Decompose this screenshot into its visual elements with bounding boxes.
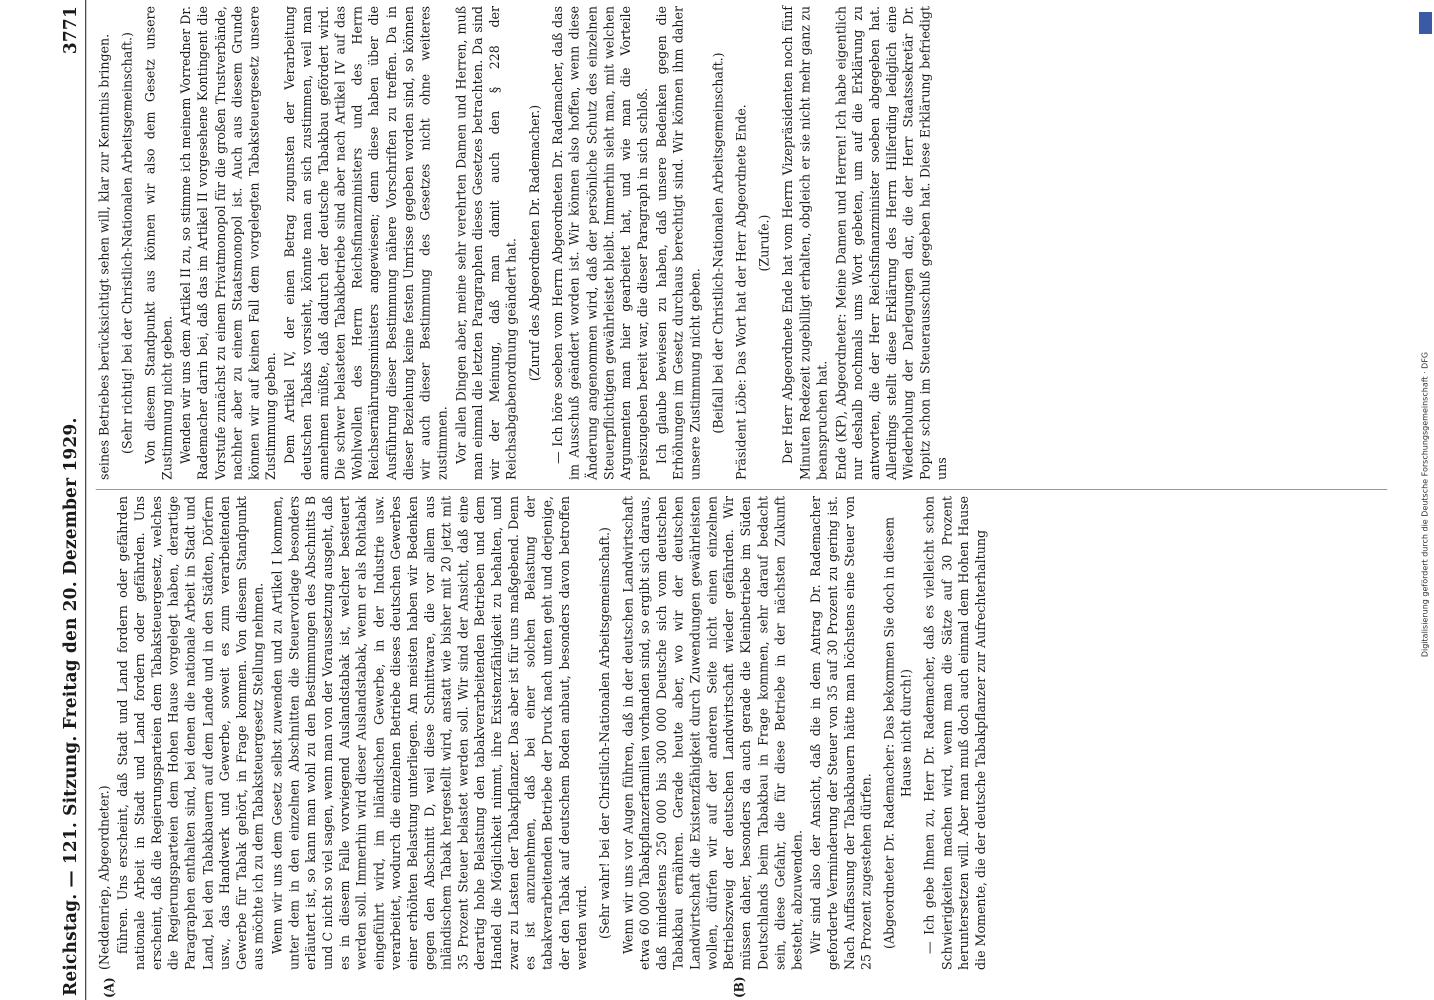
interjection: (Zurufe.) bbox=[756, 214, 773, 272]
speaker-paragraph: (Neddenriep, Abgeordneter.) bbox=[95, 785, 112, 970]
margin-marker-a: (A) bbox=[102, 977, 117, 998]
newspaper-page bbox=[60, 0, 1394, 1000]
text-paragraph: Wenn wir uns dem Gesetz selbst zuwenden und zu Artikel I kommen, unter dem in den einzelnen Abschnitten die Steuervorlage besonders erläutert ist, so kann man wohl zu den Bestimmungen des Abschnitts B und C nicht so viel sagen, wenn man von der Voraussetzung ausgeht, daß es in diesem Falle vorwiegend Auslandstabak ist, welcher besteuert werden soll. Immerhin wird dieser Auslandstabak, wenn er als Rohtabak eingeführt wird, im inländischen Gewerbe, in der Industrie usw. verarbeitet, wodurch die einzelnen Betriebe dieses deutschen Gewerbes einer erhöhten Belastung unterliegen. Am meisten haben wir Bedenken gegen den Abschnitt D, weil diese Schnittware, die vor allem aus inländischem Tabak hergestellt wird, anstatt wie bisher mit 20 jetzt mit 35 Prozent Steuer belastet werden soll. Wir sind der Ansicht, daß eine derartig hohe Belastung den tabakverarbeitenden Betrieben und dem Handel die Möglichkeit nimmt, ihre Existenzfähigkeit zu behalten, und zwar zu Lasten der Tabakpflanzer. Das aber ist für uns maßgebend. Denn es ist anzunehmen, daß bei einer solchen Belastung der tabakverarbeitenden Betriebe der Druck nach unten geht und derjenige, der den Tabak auf deutschem Boden anbaut, besonders davon betroffen werden wird. bbox=[268, 496, 589, 970]
interjection: (Sehr wahr! bei der Christlich-Nationalen Arbeitsgemeinschaft.) bbox=[596, 527, 613, 939]
text-paragraph: führen. Uns erscheint, daß Stadt und Land fordern oder gefährden nationale Arbeit in Stadt und Land fordern oder gefährden. Uns erscheint, daß die Regierungsparteien dem Tabaksteuergesetz, welches die Regierungsparteien dem Hohen Hause vorgelegt haben, derartige Paragraphen enthalten sind, bei denen die nationale Arbeit in Stadt und Land, bei den Tabakbauern auf dem Lande und in den Städten, Dörfern usw., das Handwerk und Gewerbe, soweit es zum verarbeitenden Gewerbe für Tabak gehört, in Frage kommen. Von diesem Standpunkt aus möchte ich zu dem Tabaksteuergesetz Stellung nehmen. bbox=[114, 496, 266, 970]
text-paragraph: Ich glaube bewiesen zu haben, daß unsere Bedenken gegen die Erhöhungen im Gesetz durchaus berechtigt sind. Wir können ihm daher unsere Zustimmung nicht geben. bbox=[653, 6, 703, 480]
margin-marker-b: (B) bbox=[732, 976, 747, 998]
column-divider bbox=[96, 489, 1388, 490]
page-number: 3771 bbox=[60, 6, 81, 55]
text-paragraph: Der Herr Abgeordnete Ende hat vom Herrn Vizepräsidenten noch fünf Minuten Redezeit zugebilligt erhalten, obgleich er sie nicht mehr ganz zu beanspruchen hat. bbox=[779, 6, 830, 480]
text-paragraph: Von diesem Standpunkt aus können wir also dem Gesetz unsere Zustimmung nicht geben. bbox=[142, 6, 175, 480]
interjection: (Abgeordneter Dr. Rademacher: Das bekommen Sie doch in diesem Hause nicht durch!) bbox=[881, 517, 914, 949]
header-title: Reichstag. — 121. Sitzung. Freitag den 20. Dezember 1929. bbox=[60, 417, 81, 996]
digitization-note-text: Digitalisierung gefördert durch die Deutsche Forschungsgemeinschaft · DFG bbox=[1420, 351, 1430, 658]
page-header bbox=[60, 0, 86, 1000]
text-paragraph: Wenn wir uns vor Augen führen, daß in der deutschen Landwirtschaft etwa 60 000 Tabakpflanzerfamilien vorhanden sind, so ergibt sich daraus, daß mindestens 250 000 bis 300 000 Deutsche sich vom deutschen Tabakbau ernähren. Gerade heute aber, wo wir der deutschen Landwirtschaft die Existenzfähigkeit durch Zuwendungen gewährleisten wollen, dürfen wir auf der anderen Seite nicht einen einzelnen Betriebszweig der deutschen Landwirtschaft wieder gefährden. Wir müssen daher, besonders da auch gerade die Kleinbetriebe im Süden Deutschlands beim Tabakbau in Frage kommen, sehr darauf bedacht sein, diese Gefahr, die für diese Betriebe in der nächsten Zukunft besteht, abzuwenden. bbox=[619, 496, 805, 970]
text-paragraph: — Ich höre soeben vom Herrn Abgeordneten Dr. Rademacher, daß das im Ausschuß geändert worden ist. Wir können also hoffen, wenn diese Änderung angenommen wird, daß der persönliche Schutz des einzelnen Steuerpflichtigen gewährleistet bleibt. Immerhin sieht man, mit welchen Argumenten man hier gearbeitet hat, und wie man die Vorteile preiszugeben bereit war, die dieser Paragraph in sich schloß. bbox=[549, 6, 650, 480]
interjection: (Sehr richtig! bei der Christlich-Nationalen Arbeitsgemeinschaft.) bbox=[118, 32, 135, 454]
speaker-paragraph: Präsident Löbe: Das Wort hat der Herr Abgeordnete Ende. bbox=[733, 104, 750, 480]
interjection: (Zuruf des Abgeordneten Dr. Rademacher.) bbox=[526, 104, 543, 382]
right-column bbox=[96, 6, 953, 480]
speaker-paragraph: Ende (KP), Abgeordneter: Meine Damen und Herren! Ich habe eigentlich nur deshalb nochmals ums Wort gebeten, um auf die Erklärung zu antworten, die der Herr Reichsfinanzminister soeben abgegeben hat. Allerdings stellt diese Erklärung des Herrn Hilferding lediglich eine Wiederholung der Darlegungen dar, die der Herr Staatssekretär Dr. Popitz schon im Steuerausschuß gegeben hat. Diese Erklärung befriedigt uns bbox=[832, 6, 950, 480]
digitization-note bbox=[1420, 10, 1432, 990]
text-paragraph: Dem Artikel IV, der einen Betrag zugunsten der Verarbeitung deutschen Tabaks vorsieht, könnte man an sich zustimmen, weil man annehmen müßte, daß dadurch der deutsche Tabakbau gefördert wird. Die schwer belasteten Tabakbetriebe sind aber nach Artikel IV auf das Wohlwollen des Herrn Reichsfinanzministers und des Herrn Reichsernährungsministers angewiesen; denn diese haben über die Ausführung dieser Bestimmung nähere Vorschriften zu treffen. Da in dieser Beziehung keine festen Umrisse gegeben worden sind, so können wir auch dieser Bestimmung des Gesetzes nicht ohne weiteres zustimmen. bbox=[281, 6, 450, 480]
text-paragraph: Wenden wir uns dem Artikel II zu, so stimme ich meinem Vorredner Dr. Rademacher darin bei, daß das im Artikel II vorgesehene Kontingent die Vorstufe zunächst zu einem Privatmonopol für die großen Trustverbände, nachher aber zu einem Staatsmonopol ist. Auch aus diesem Grunde können wir auf keinen Fall dem vorgelegten Tabaksteuergesetz unsere Zustimmung geben. bbox=[177, 6, 279, 480]
text-paragraph: Vor allen Dingen aber, meine sehr verehrten Damen und Herren, muß man einmal die letzten Paragraphen dieses Gesetzes betrachten. Da sind wir der Meinung, daß man damit auch den § 228 der Reichsabgabenordnung geändert hat. bbox=[452, 6, 520, 480]
interjection: (Beifall bei der Christlich-Nationalen Arbeitsgemeinschaft.) bbox=[710, 52, 726, 434]
text-paragraph: Wir sind also der Ansicht, daß die in dem Antrag Dr. Rademacher geforderte Verminderung der Steuer von 35 auf 30 Prozent zu gering ist. Nach Auffassung der Tabakbauern hätte man höchstens eine Steuer von 25 Prozent zugestehen dürfen. bbox=[807, 496, 874, 970]
text-paragraph: — Ich gebe Ihnen zu, Herr Dr. Rademacher, daß es vielleicht schon Schwierigkeiten machen wird, wenn man die Sätze auf 30 Prozent heruntersetzen will. Aber man muß doch auch einmal dem Hohen Hause die Momente, die der deutsche Tabakpflanzer zur Aufrechterhaltung bbox=[921, 496, 988, 970]
text-paragraph: seines Betriebes berücksichtigt sehen will, klar zur Kenntnis bringen. bbox=[95, 33, 112, 480]
left-column bbox=[96, 496, 991, 970]
